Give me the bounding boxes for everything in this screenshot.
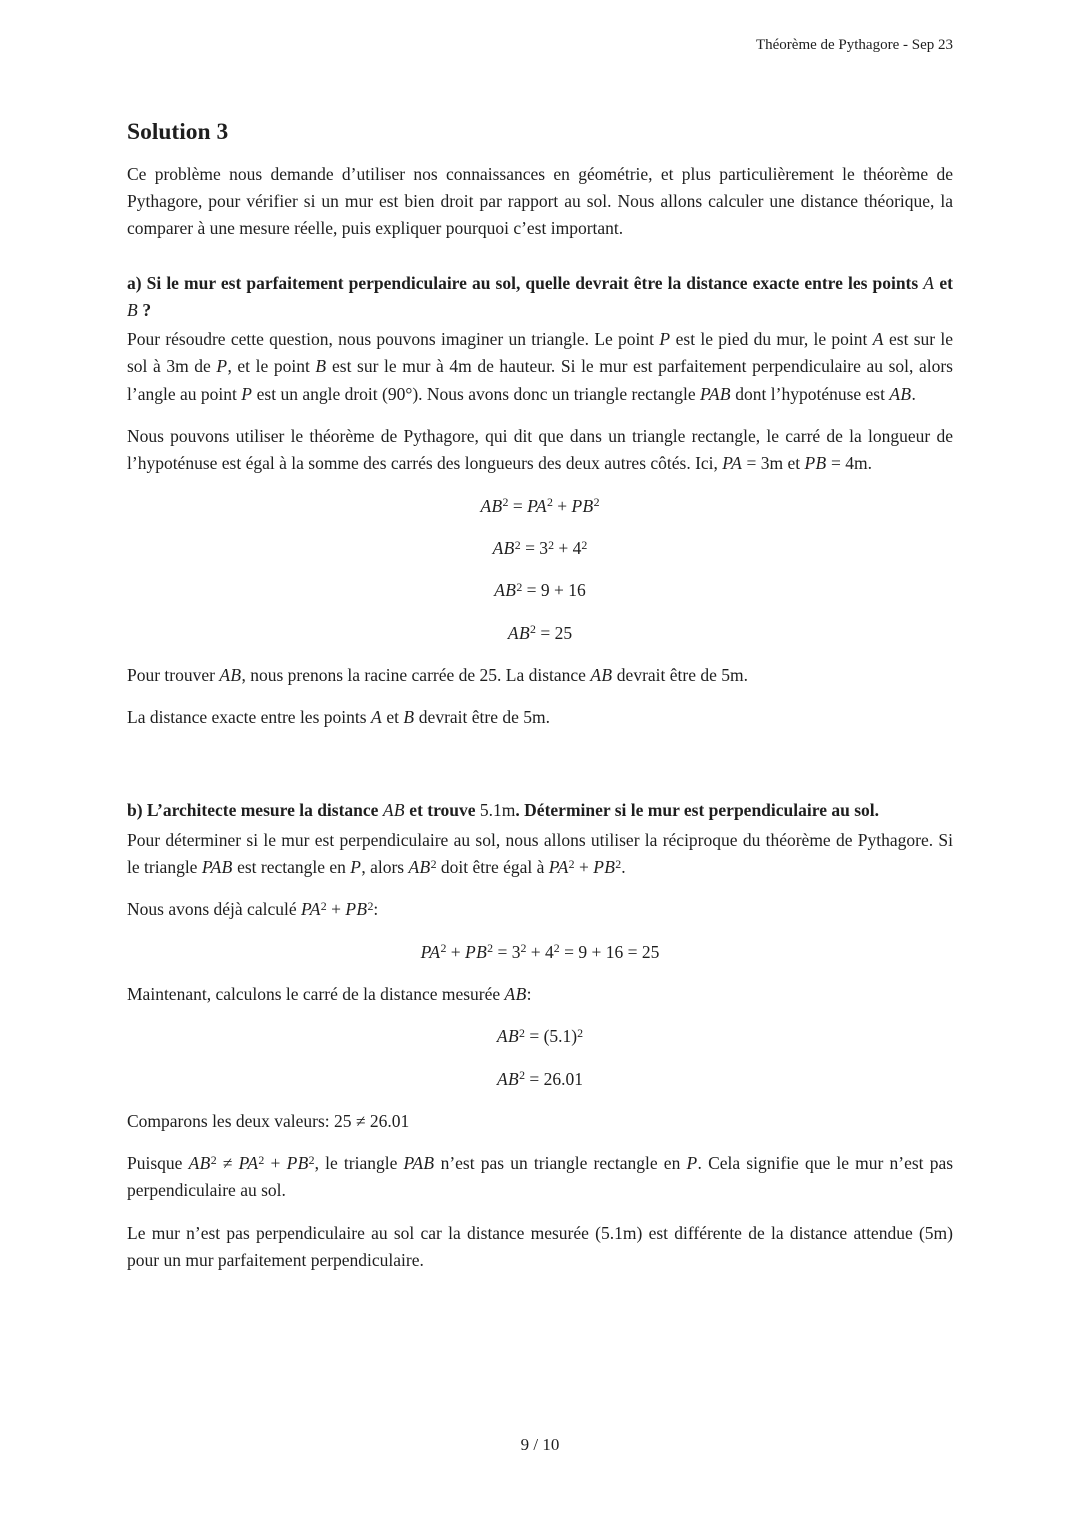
equation-line: $AB^2 = (5.1)^2$ — [496, 1025, 584, 1047]
question-a-heading: a) Si le mur est parfaitement perpendiculaire au sol, quelle devrait être la distance exacte entre les points A et B ? — [127, 272, 953, 320]
page-header: Théorème de Pythagore - Sep 23 — [755, 37, 953, 53]
equation-line: $AB^2 = 25$ — [507, 622, 573, 643]
question-a-paragraph-3: Pour trouver AB, nous prenons la racine carrée de 25. La distance AB devrait être de 5m. — [127, 664, 748, 685]
question-a-conclusion: La distance exacte entre les points A et B devrait être de 5m. — [127, 707, 550, 728]
question-b-paragraph-1: Pour déterminer si le mur est perpendiculaire au sol, nous allons utiliser la réciproque du théorème de Pythagore. Si le triangle PAB est rectangle en P, alors $AB^2$ doit être égal à $PA^2 + PB^2$. — [127, 829, 953, 878]
question-b-heading: b) L’architecte mesure la distance AB et trouve 5.1m. Déterminer si le mur est perpendiculaire au sol. — [127, 800, 879, 821]
page-number: 9 / 10 — [520, 1435, 560, 1455]
question-a-paragraph-2: Nous pouvons utiliser le théorème de Pythagore, qui dit que dans un triangle rectangle, le carré de la longueur de l’hypoténuse est égal à la somme des carrés des longueurs des deux autres côtés. Ici, PA = 3m et PB = 4m. — [127, 426, 953, 474]
equation-line: $AB^2 = 26.01$ — [496, 1068, 584, 1089]
equation-line: $AB^2 = PA^2 + PB^2$ — [480, 495, 600, 516]
page-title: Solution 3 — [127, 118, 229, 145]
equation-line: $PA^2 + PB^2 = 3^2 + 4^2 = 9 + 16 = 25$ — [420, 941, 660, 962]
question-b-comparison: Comparons les deux valeurs: 25 ≠ 26.01 — [127, 1110, 410, 1131]
question-b-paragraph-3: Maintenant, calculons le carré de la distance mesurée AB: — [127, 983, 532, 1004]
question-a-paragraph-1: Pour résoudre cette question, nous pouvons imaginer un triangle. Le point P est le pied du mur, le point A est sur le sol à 3m de P, et le point B est sur le mur à 4m de hauteur. Si le mur est parfaitement perpendiculaire au sol, alors l’angle au point P est un angle droit (90°). Nous avons donc un triangle rectangle PAB dont l’hypoténuse est AB. — [127, 329, 953, 404]
equation-line: $AB^2 = 9 + 16$ — [494, 579, 586, 601]
question-b-conclusion: Le mur n’est pas perpendiculaire au sol car la distance mesurée (5.1m) est différente de la distance attendue (5m) pour un mur parfaitement perpendiculaire. — [127, 1222, 953, 1270]
equation-block-a — [127, 493, 953, 647]
equation-block-b — [127, 1023, 953, 1093]
question-b-paragraph-5: Puisque $AB^2 \ne PA^2 + PB^2$, le triangle PAB n’est pas un triangle rectangle en P. Cela signifie que le mur n’est pas perpendiculaire au sol. — [127, 1152, 954, 1201]
question-b-paragraph-2: Nous avons déjà calculé $PA^2 + PB^2$: — [127, 898, 379, 920]
intro-paragraph: Ce problème nous demande d’utiliser nos connaissances en géométrie, et plus particulièrement le théorème de Pythagore, pour vérifier si un mur est bien droit par rapport au sol. Nous allons calculer une distance théorique, la comparer à une mesure réelle, puis expliquer pourquoi c’est important. — [127, 163, 953, 239]
equation-line: $AB^2 = 3^2 + 4^2$ — [492, 537, 588, 558]
